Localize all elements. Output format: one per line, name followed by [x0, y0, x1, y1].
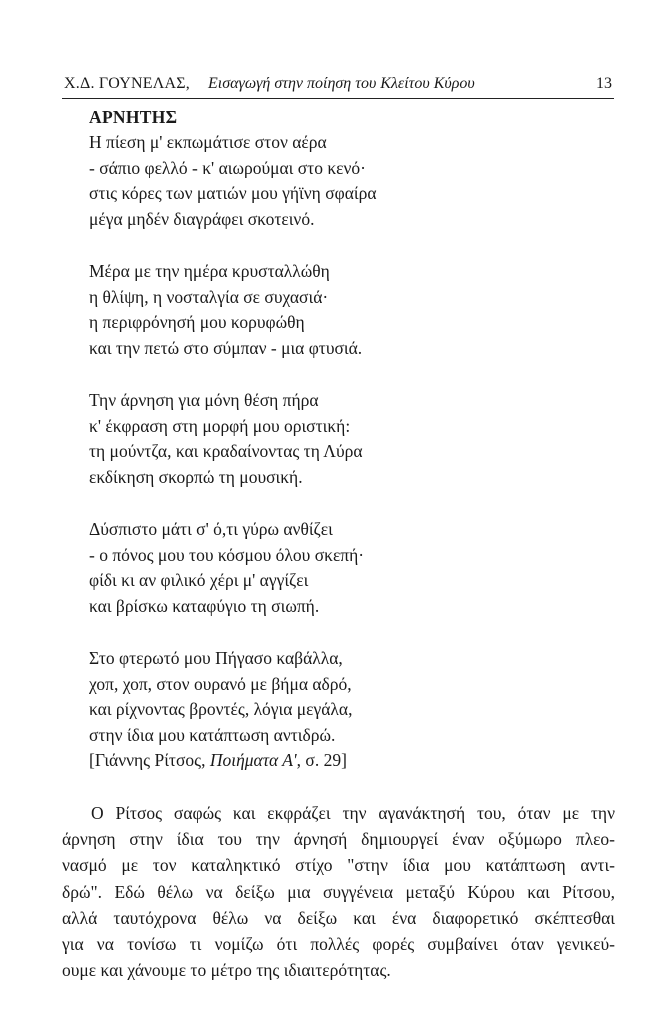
stanza-gap: [89, 232, 609, 259]
poem-line: και ρίχνοντας βροντές, λόγια μεγάλα,: [89, 699, 353, 719]
poem-line: εκδίκηση σκορπώ τη μουσική.: [89, 466, 303, 487]
stanza-gap: [89, 361, 609, 388]
stanza-gap: [89, 490, 609, 517]
stanza-gap: [89, 619, 609, 646]
commentary-paragraph: [62, 800, 615, 983]
stanza: [89, 646, 609, 748]
citation-author: [Γιάννης Ρίτσος,: [89, 750, 210, 770]
poem-line: - σάπιο φελλό - κ' αιωρούμαι στο κενό·: [89, 157, 366, 178]
paragraph-line: Ο Ρίτσος σαφώς και εκφράζει την αγανάκτησή του, όταν με την: [91, 803, 615, 823]
citation-work: Ποιήματα Α': [209, 750, 297, 770]
poem-line: στις κόρες των ματιών μου γήϊνη σφαίρα: [89, 183, 377, 203]
header-book-title: Εισαγωγή στην ποίηση του Κλείτου Κύρου: [208, 75, 475, 92]
running-header: [62, 72, 614, 99]
stanza: [89, 388, 609, 490]
citation-page: , σ. 29]: [296, 750, 347, 770]
stanza: [89, 259, 609, 361]
poem-line: τη μούντζα, και κραδαίνοντας τη Λύρα: [89, 441, 363, 461]
stanza: [89, 130, 609, 232]
poem-line: και την πετώ στο σύμπαν - μια φτυσιά.: [89, 337, 363, 358]
page-number: 13: [596, 75, 612, 92]
poem-line: Δύσπιστο μάτι σ' ό,τι γύρω ανθίζει: [89, 519, 333, 539]
poem-line: φίδι κι αν φιλικό χέρι μ' αγγίζει: [89, 570, 309, 590]
poem-line: - ο πόνος μου του κόσμου όλου σκεπή·: [89, 544, 365, 565]
poem-line: μέγα μηδέν διαγράφει σκοτεινό.: [89, 208, 315, 229]
paragraph-line: δρώ". Εδώ θέλω να δείξω μια συγγένεια μεταξύ Κύρου και Ρίτσου,: [62, 881, 615, 902]
poem-line: Στο φτερωτό μου Πήγασο καβάλλα,: [89, 648, 343, 668]
poem-line: Μέρα με την ημέρα κρυσταλλώθη: [89, 261, 330, 281]
poem-line: Η πίεση μ' εκπωμάτισε στον αέρα: [89, 132, 327, 152]
poem-line: κ' έκφραση στη μορφή μου οριστική:: [89, 415, 351, 436]
paragraph-line: άρνηση στην ίδια του την άρνησή δημιουργεί έναν οξύμωρο πλεο-: [62, 829, 615, 850]
poem-line: Την άρνηση για μόνη θέση πήρα: [89, 390, 319, 410]
stanza: [89, 517, 609, 619]
poem-line: στην ίδια μου κατάπτωση αντιδρώ.: [89, 724, 336, 745]
poem-line: η θλίψη, η νοσταλγία σε συχασιά·: [89, 286, 329, 307]
paragraph-line: νασμό με τον καταληκτικό στίχο "στην ίδια μου κατάπτωση αντι-: [62, 855, 615, 876]
poem: [89, 104, 609, 774]
poem-line: χοπ, χοπ, στον ουρανό με βήμα αδρό,: [89, 673, 352, 694]
paragraph-line: για να τονίσω τι νομίζω ότι πολλές φορές συμβαίνει όταν γενικεύ-: [62, 933, 615, 954]
header-author: Χ.Δ. ΓΟΥΝΕΛΑΣ,: [64, 75, 191, 92]
poem-citation: [89, 748, 609, 774]
paragraph-line: ουμε και χάνουμε το μέτρο της ιδιαιτερότητας.: [62, 960, 391, 981]
poem-line: και βρίσκω καταφύγιο τη σιωπή.: [89, 595, 320, 616]
paragraph-line: αλλά ταυτόχρονα θέλω να δείξω και ένα διαφορετικό σκέπτεσθαι: [62, 907, 615, 928]
poem-line: η περιφρόνησή μου κορυφώθη: [89, 312, 305, 332]
poem-title: ΑΡΝΗΤΗΣ: [89, 107, 178, 127]
